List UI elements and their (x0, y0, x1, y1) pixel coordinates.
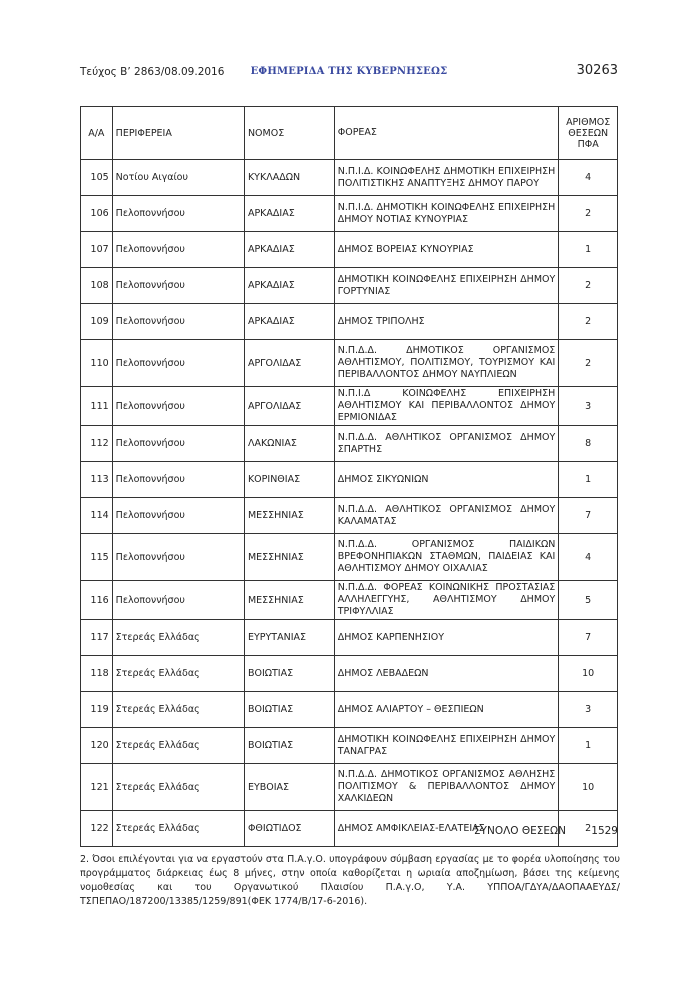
row-prefecture: ΜΕΣΣΗΝΙΑΣ (244, 498, 334, 534)
row-number: 110 (81, 340, 113, 387)
row-body: Ν.Π.Δ.Δ. ΑΘΛΗΤΙΚΟΣ ΟΡΓΑΝΙΣΜΟΣ ΔΗΜΟΥ ΚΑΛΑΜΑΤΑΣ (334, 498, 559, 534)
table-row (81, 268, 618, 304)
table-row (81, 764, 618, 811)
row-prefecture: ΜΕΣΣΗΝΙΑΣ (244, 534, 334, 581)
row-number: 122 (81, 811, 113, 847)
row-positions: 3 (559, 692, 618, 728)
row-prefecture: ΕΥΒΟΙΑΣ (244, 764, 334, 811)
table-row (81, 387, 618, 426)
table-row (81, 426, 618, 462)
row-prefecture: ΕΥΡΥΤΑΝΙΑΣ (244, 620, 334, 656)
positions-table (80, 106, 618, 847)
row-positions: 7 (559, 620, 618, 656)
column-header-positions: ΑΡΙΘΜΟΣ ΘΕΣΕΩΝ ΠΦΑ (559, 107, 618, 160)
row-positions: 7 (559, 498, 618, 534)
page-number: 30263 (576, 63, 618, 78)
row-body: ΔΗΜΟΣ ΤΡΙΠΟΛΗΣ (334, 304, 559, 340)
table-row (81, 728, 618, 764)
table-row (81, 656, 618, 692)
row-number: 106 (81, 196, 113, 232)
table-row (81, 340, 618, 387)
totals-row (474, 825, 618, 837)
row-prefecture: ΒΟΙΩΤΙΑΣ (244, 692, 334, 728)
row-body: ΔΗΜΟΣ ΑΛΙΑΡΤΟΥ – ΘΕΣΠΙΕΩΝ (334, 692, 559, 728)
row-region: Στερεάς Ελλάδας (112, 728, 244, 764)
row-number: 114 (81, 498, 113, 534)
table-row (81, 232, 618, 268)
row-body: ΔΗΜΟΤΙΚΗ ΚΟΙΝΩΦΕΛΗΣ ΕΠΙΧΕΙΡΗΣΗ ΔΗΜΟΥ ΤΑΝΑΓΡΑΣ (334, 728, 559, 764)
issue-reference: Τεύχος Β’ 2863/08.09.2016 (80, 66, 225, 78)
row-positions: 4 (559, 160, 618, 196)
row-body: ΔΗΜΟΣ ΑΜΦΙΚΛΕΙΑΣ-ΕΛΑΤΕΙΑΣ (334, 811, 559, 847)
row-body: ΔΗΜΟΣ ΛΕΒΑΔΕΩΝ (334, 656, 559, 692)
totals-value: 1529 (591, 825, 618, 837)
row-body: ΔΗΜΟΤΙΚΗ ΚΟΙΝΩΦΕΛΗΣ ΕΠΙΧΕΙΡΗΣΗ ΔΗΜΟΥ ΓΟΡΤΥΝΙΑΣ (334, 268, 559, 304)
row-region: Πελοποννήσου (112, 196, 244, 232)
row-region: Στερεάς Ελλάδας (112, 620, 244, 656)
row-body: ΔΗΜΟΣ ΒΟΡΕΙΑΣ ΚΥΝΟΥΡΙΑΣ (334, 232, 559, 268)
row-positions: 10 (559, 764, 618, 811)
row-region: Νοτίου Αιγαίου (112, 160, 244, 196)
column-header-prefecture: ΝΟΜΟΣ (244, 107, 334, 160)
row-region: Στερεάς Ελλάδας (112, 764, 244, 811)
table-row (81, 581, 618, 620)
row-number: 109 (81, 304, 113, 340)
row-region: Πελοποννήσου (112, 534, 244, 581)
row-number: 120 (81, 728, 113, 764)
row-body: Ν.Π.Ι.Δ ΚΟΙΝΩΦΕΛΗΣ ΕΠΙΧΕΙΡΗΣΗ ΑΘΛΗΤΙΣΜΟΥ ΚΑΙ ΠΕΡΙΒΑΛΛΟΝΤΟΣ ΔΗΜΟΥ ΕΡΜΙΟΝΙΔΑΣ (334, 387, 559, 426)
table-body (81, 160, 618, 847)
table-header-row (81, 107, 618, 160)
row-number: 118 (81, 656, 113, 692)
row-region: Πελοποννήσου (112, 340, 244, 387)
row-number: 113 (81, 462, 113, 498)
row-number: 108 (81, 268, 113, 304)
row-positions: 10 (559, 656, 618, 692)
row-number: 119 (81, 692, 113, 728)
row-prefecture: ΚΥΚΛΑΔΩΝ (244, 160, 334, 196)
row-prefecture: ΑΡΓΟΛΙΔΑΣ (244, 387, 334, 426)
row-prefecture: ΦΘΙΩΤΙΔΟΣ (244, 811, 334, 847)
row-number: 121 (81, 764, 113, 811)
row-prefecture: ΛΑΚΩΝΙΑΣ (244, 426, 334, 462)
row-prefecture: ΜΕΣΣΗΝΙΑΣ (244, 581, 334, 620)
row-prefecture: ΑΡΚΑΔΙΑΣ (244, 304, 334, 340)
row-prefecture: ΑΡΚΑΔΙΑΣ (244, 232, 334, 268)
table-row (81, 692, 618, 728)
row-positions: 2 (559, 811, 618, 847)
row-region: Πελοποννήσου (112, 581, 244, 620)
row-region: Πελοποννήσου (112, 498, 244, 534)
row-prefecture: ΑΡΓΟΛΙΔΑΣ (244, 340, 334, 387)
row-positions: 3 (559, 387, 618, 426)
column-header-aa: Α/Α (81, 107, 113, 160)
table-row (81, 534, 618, 581)
footnote: 2. Όσοι επιλέγονται για να εργαστούν στα Π.Α.γ.Ο. υπογράφουν σύμβαση εργασίας με το φορέα υλοποίησης του προγράμματος διάρκειας έως 8 μήνες, στην οποία καθορίζεται η ωριαία αποζημίωση, βάσει της κείμενης νομοθεσίας και του Οργανωτικού Πλαισίου Π.Α.γ.Ο, Υ.Α. ΥΠΠΟΑ/ΓΔΥΑ/ΔΑΟΠΑΑΕΥΔΣ/ΤΣΠΕΠΑΟ/187200/13385/1259/891(ΦΕΚ 1774/Β/17-6-2016). (80, 854, 620, 907)
row-positions: 1 (559, 462, 618, 498)
row-body: Ν.Π.Δ.Δ. ΔΗΜΟΤΙΚΟΣ ΟΡΓΑΝΙΣΜΟΣ ΑΘΛΗΣΗΣ ΠΟΛΙΤΙΣΜΟΥ & ΠΕΡΙΒΑΛΛΟΝΤΟΣ ΔΗΜΟΥ ΧΑΛΚΙΔΕΩΝ (334, 764, 559, 811)
row-number: 117 (81, 620, 113, 656)
row-region: Πελοποννήσου (112, 232, 244, 268)
row-positions: 2 (559, 340, 618, 387)
row-number: 112 (81, 426, 113, 462)
row-number: 111 (81, 387, 113, 426)
table-row (81, 304, 618, 340)
row-prefecture: ΒΟΙΩΤΙΑΣ (244, 728, 334, 764)
page-header (80, 62, 618, 84)
row-prefecture: ΒΟΙΩΤΙΑΣ (244, 656, 334, 692)
row-region: Πελοποννήσου (112, 268, 244, 304)
row-body: Ν.Π.Ι.Δ. ΚΟΙΝΩΦΕΛΗΣ ΔΗΜΟΤΙΚΗ ΕΠΙΧΕΙΡΗΣΗ ΠΟΛΙΤΙΣΤΙΚΗΣ ΑΝΑΠΤΥΞΗΣ ΔΗΜΟΥ ΠΑΡΟΥ (334, 160, 559, 196)
column-header-region: ΠΕΡΙΦΕΡΕΙΑ (112, 107, 244, 160)
row-positions: 2 (559, 304, 618, 340)
totals-label: ΣΥΝΟΛΟ ΘΕΣΕΩΝ (473, 825, 566, 837)
row-positions: 4 (559, 534, 618, 581)
column-header-body: ΦΟΡΕΑΣ (334, 107, 559, 160)
row-number: 107 (81, 232, 113, 268)
table-row (81, 620, 618, 656)
row-body: Ν.Π.Δ.Δ. ΔΗΜΟΤΙΚΟΣ ΟΡΓΑΝΙΣΜΟΣ ΑΘΛΗΤΙΣΜΟΥ, ΠΟΛΙΤΙΣΜΟΥ, ΤΟΥΡΙΣΜΟΥ ΚΑΙ ΠΕΡΙΒΑΛΛΟΝΤΟΣ ΔΗΜΟΥ ΝΑΥΠΛΙΕΩΝ (334, 340, 559, 387)
row-region: Στερεάς Ελλάδας (112, 656, 244, 692)
row-positions: 5 (559, 581, 618, 620)
row-positions: 2 (559, 268, 618, 304)
row-positions: 1 (559, 728, 618, 764)
row-prefecture: ΑΡΚΑΔΙΑΣ (244, 268, 334, 304)
row-number: 105 (81, 160, 113, 196)
row-region: Πελοποννήσου (112, 304, 244, 340)
row-region: Στερεάς Ελλάδας (112, 692, 244, 728)
row-positions: 2 (559, 196, 618, 232)
gazette-title: ΕΦΗΜΕΡΙΔΑ ΤΗΣ ΚΥΒΕΡΝΗΣΕΩΣ (250, 66, 448, 77)
table-row (81, 160, 618, 196)
row-region: Στερεάς Ελλάδας (112, 811, 244, 847)
row-body: Ν.Π.Δ.Δ. ΑΘΛΗΤΙΚΟΣ ΟΡΓΑΝΙΣΜΟΣ ΔΗΜΟΥ ΣΠΑΡΤΗΣ (334, 426, 559, 462)
row-region: Πελοποννήσου (112, 462, 244, 498)
row-body: ΔΗΜΟΣ ΚΑΡΠΕΝΗΣΙΟΥ (334, 620, 559, 656)
row-region: Πελοποννήσου (112, 387, 244, 426)
table-row (81, 196, 618, 232)
row-body: ΔΗΜΟΣ ΣΙΚΥΩΝΙΩΝ (334, 462, 559, 498)
row-body: Ν.Π.Δ.Δ. ΦΟΡΕΑΣ ΚΟΙΝΩΝΙΚΗΣ ΠΡΟΣΤΑΣΙΑΣ ΑΛΛΗΛΕΓΓΥΗΣ, ΑΘΛΗΤΙΣΜΟΥ ΔΗΜΟΥ ΤΡΙΦΥΛΛΙΑΣ (334, 581, 559, 620)
table-row (81, 462, 618, 498)
row-number: 115 (81, 534, 113, 581)
row-body: Ν.Π.Δ.Δ. ΟΡΓΑΝΙΣΜΟΣ ΠΑΙΔΙΚΩΝ ΒΡΕΦΟΝΗΠΙΑΚΩΝ ΣΤΑΘΜΩΝ, ΠΑΙΔΕΙΑΣ ΚΑΙ ΑΘΛΗΤΙΣΜΟΥ ΔΗΜΟΥ ΟΙΧΑΛΙΑΣ (334, 534, 559, 581)
row-prefecture: ΑΡΚΑΔΙΑΣ (244, 196, 334, 232)
row-positions: 8 (559, 426, 618, 462)
row-prefecture: ΚΟΡΙΝΘΙΑΣ (244, 462, 334, 498)
row-region: Πελοποννήσου (112, 426, 244, 462)
table-row (81, 498, 618, 534)
row-positions: 1 (559, 232, 618, 268)
row-body: Ν.Π.Ι.Δ. ΔΗΜΟΤΙΚΗ ΚΟΙΝΩΦΕΛΗΣ ΕΠΙΧΕΙΡΗΣΗ ΔΗΜΟΥ ΝΟΤΙΑΣ ΚΥΝΟΥΡΙΑΣ (334, 196, 559, 232)
row-number: 116 (81, 581, 113, 620)
